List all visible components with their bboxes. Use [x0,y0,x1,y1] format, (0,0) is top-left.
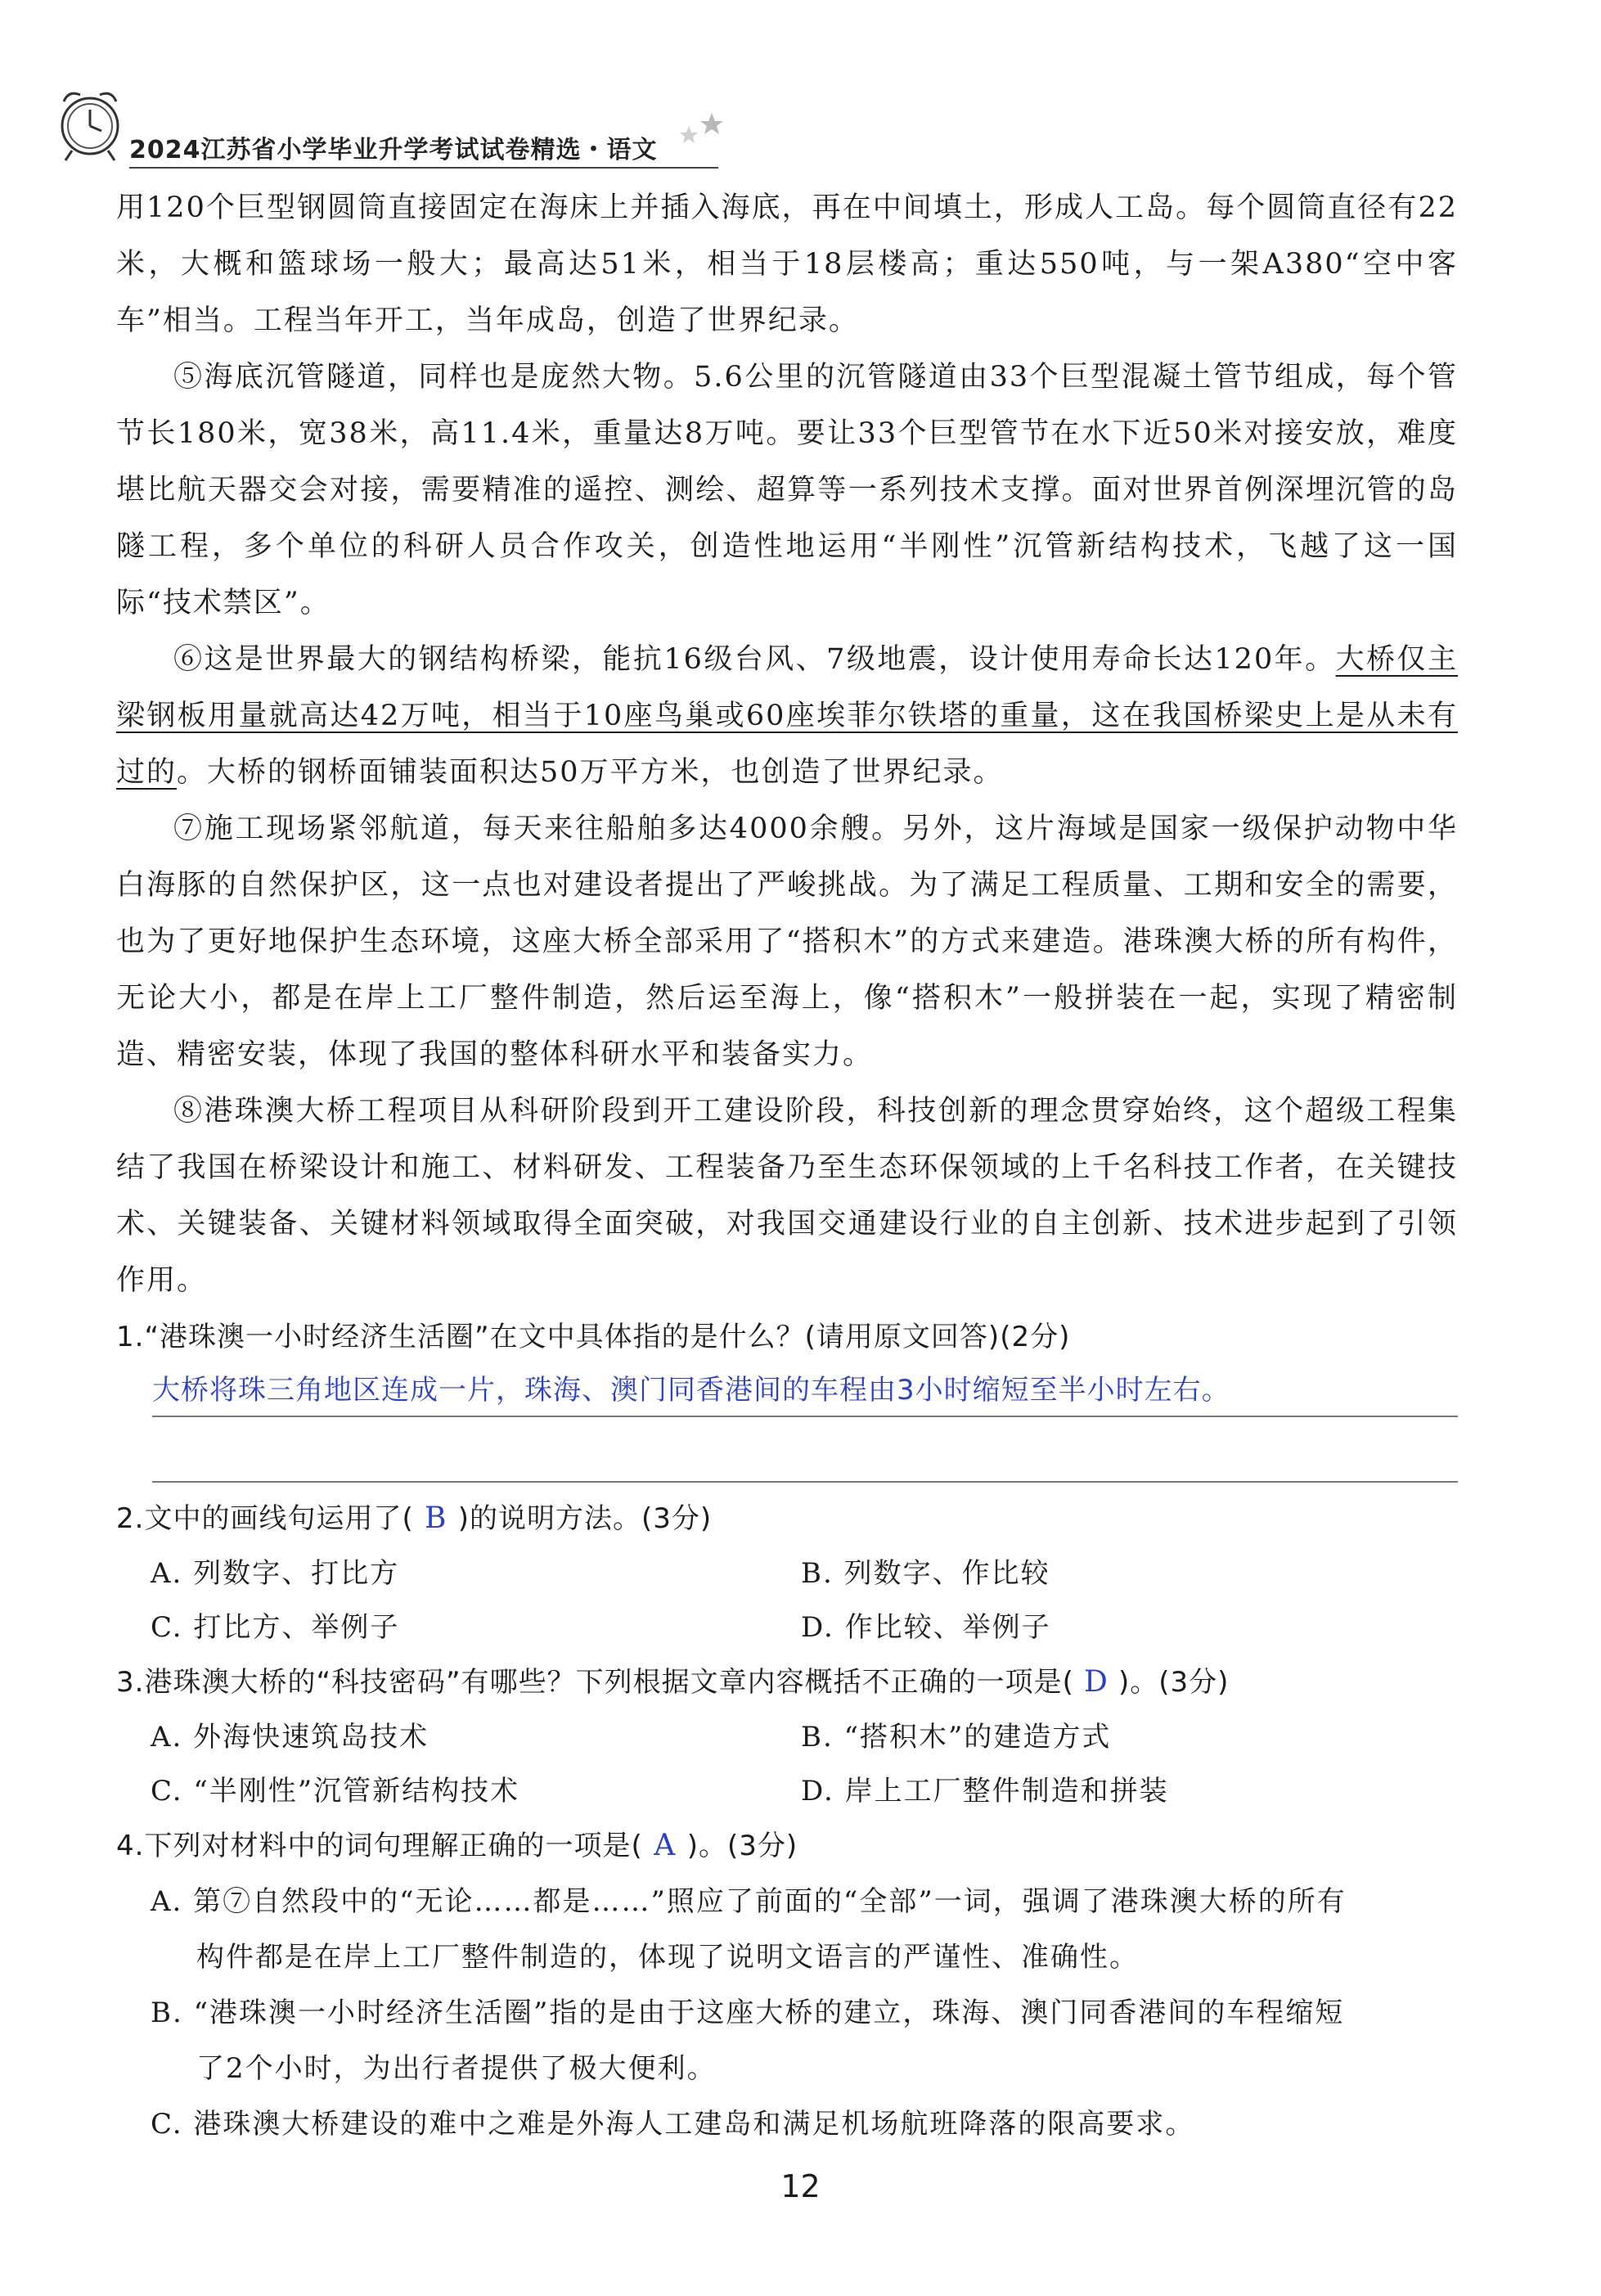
option: A. 外海快速筑岛技术 [151,1721,429,1754]
question-3-options [116,1710,1458,1818]
option-b-line2: 了2个小时，为出行者提供了极大便利。 [196,2052,717,2085]
question-1: 1.“港珠澳一小时经济生活圈”在文中具体指的是什么？(请用原文回答)(2分) [116,1321,1071,1353]
option-a-line1: A. 第⑦自然段中的“无论……都是……”照应了前面的“全部”一词，强调了港珠澳大桥的所有 [151,1885,1347,1918]
option: C. “半刚性”沉管新结构技术 [151,1775,520,1808]
paragraph-7: ⑦施工现场紧邻航道，每天来往船舶多达4000余艘。另外，这片海域是国家一级保护动物中华白海豚的自然保护区，这一点也对建设者提出了严峻挑战。为了满足工程质量、工期和安全的需要，也为了更好地保护生态环境，这座大桥全部采用了“搭积木”的方式来建造。港珠澳大桥的所有构件，无论大小，都是在岸上工厂整件制造，然后运至海上，像“搭积木”一般拼装在一起，实现了精密制造、精密安装，体现了我国的整体科研水平和装备实力。 [116,813,1458,1071]
question-3-answer: D [1084,1665,1109,1699]
page-number: 12 [780,2168,821,2204]
paragraph-6-text: ⑥这是世界最大的钢结构桥梁，能抗16级台风、7级地震，设计使用寿命长达120年。 [173,643,1336,676]
question-4-answer: A [654,1829,677,1862]
question-2-options [116,1546,1458,1654]
question-2-text: 2.文中的画线句运用了( [116,1502,414,1535]
header-title: 2024江苏省小学毕业升学考试试卷精选・语文 [129,136,658,164]
option: D. 作比较、举例子 [801,1611,1051,1644]
page-header [47,79,735,177]
question-2 [116,1491,1458,1546]
option: B. 列数字、作比较 [801,1557,1050,1590]
option-b [116,1985,1458,2096]
alarm-clock-icon [47,79,129,169]
question-3-text: 3.港珠澳大桥的“科技密码”有哪些？下列根据文章内容概括不正确的一项是( [116,1666,1074,1699]
question-2-tail: )的说明方法。(3分) [457,1502,713,1535]
star-icon [676,111,725,152]
question-4-text: 4.下列对材料中的词句理解正确的一项是( [116,1830,643,1862]
question-2-answer: B [424,1501,447,1535]
option-a-line2: 构件都是在岸上工厂整件制造的，体现了说明文语言的严谨性、准确性。 [196,1941,1139,1974]
option: D. 岸上工厂整件制造和拼装 [801,1775,1169,1808]
option-b-line1: B. “港珠澳一小时经济生活圈”指的是由于这座大桥的建立，珠海、澳门同香港间的车程缩短 [151,1997,1345,2029]
page-body [116,180,1458,2152]
option: A. 列数字、打比方 [151,1557,400,1590]
option: C. 打比方、举例子 [151,1611,400,1644]
question-3-tail: )。(3分) [1118,1666,1230,1699]
option-c: C. 港珠澳大桥建设的难中之难是外海人工建岛和满足机场航班降落的限高要求。 [151,2108,1195,2141]
option-a [116,1874,1458,1985]
paragraph-continued: 用120个巨型钢圆筒直接固定在海床上并插入海底，再在中间填土，形成人工岛。每个圆筒直径有22米，大概和篮球场一般大；最高达51米，相当于18层楼高；重达550吨，与一架A380“空中客车”相当。工程当年开工，当年成岛，创造了世界纪录。 [116,191,1458,337]
paragraph-5: ⑤海底沉管隧道，同样也是庞然大物。5.6公里的沉管隧道由33个巨型混凝土管节组成，每个管节长180米，宽38米，高11.4米，重量达8万吨。要让33个巨型管节在水下近50米对接安放，难度堪比航天器交会对接，需要精准的遥控、测绘、超算等一系列技术支撑。面对世界首例深埋沉管的岛隧工程，多个单位的科研人员合作攻关，创造性地运用“半刚性”沉管新结构技术，飞越了这一国际“技术禁区”。 [116,361,1458,619]
paragraph-6 [116,632,1458,801]
question-1-answer: 大桥将珠三角地区连成一片，珠海、澳门同香港间的车程由3小时缩短至半小时左右。 [152,1374,1230,1407]
paragraph-6-tail: 。大桥的钢桥面铺装面积达50万平方米，也创造了世界纪录。 [177,756,1004,789]
option: B. “搭积木”的建造方式 [801,1721,1112,1754]
question-3 [116,1654,1458,1710]
question-4 [116,1818,1458,1874]
underlined-sentence: 大桥仅主梁钢板用量就高达42万吨，相当于10座鸟巢或60座埃菲尔铁塔的重量，这在我国桥梁史上是从未有过的 [116,643,1458,789]
paragraph-8: ⑧港珠澳大桥工程项目从科研阶段到开工建设阶段，科技创新的理念贯穿始终，这个超级工程集结了我国在桥梁设计和施工、材料研发、工程装备乃至生态环保领域的上千名科技工作者，在关键技术、关键装备、关键材料领域取得全面突破，对我国交通建设行业的自主创新、技术进步起到了引领作用。 [116,1095,1458,1297]
header-rule [129,167,718,169]
question-4-tail: )。(3分) [686,1830,798,1862]
